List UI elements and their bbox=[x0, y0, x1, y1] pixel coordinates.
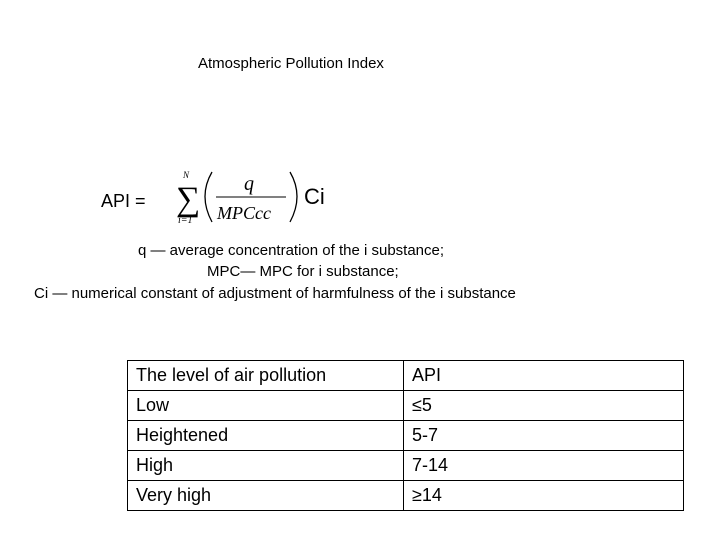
left-paren bbox=[205, 172, 212, 222]
definition-ci: Ci — numerical constant of adjustment of harmfulness of the i substance bbox=[34, 285, 516, 302]
level-cell: Low bbox=[128, 391, 404, 421]
table-row bbox=[128, 481, 684, 511]
header-level: The level of air pollution bbox=[128, 361, 404, 391]
table-row bbox=[128, 391, 684, 421]
sum-lower-limit: i=1 bbox=[178, 215, 193, 226]
header-api: API bbox=[404, 361, 684, 391]
summation-sign: ∑ bbox=[176, 181, 201, 218]
definition-mpc: MPC— MPC for i substance; bbox=[207, 263, 399, 280]
definition-q: q — average concentration of the i substance; bbox=[138, 242, 445, 259]
formula-lhs: API = bbox=[101, 191, 146, 211]
fraction-denominator: MPCcc bbox=[217, 203, 271, 223]
sum-upper-limit: N bbox=[183, 170, 190, 180]
api-cell: ≤5 bbox=[404, 391, 684, 421]
table-header-row bbox=[128, 361, 684, 391]
api-cell: 5-7 bbox=[404, 421, 684, 451]
table-row bbox=[128, 421, 684, 451]
api-cell: 7-14 bbox=[404, 451, 684, 481]
level-cell: Heightened bbox=[128, 421, 404, 451]
level-cell: Very high bbox=[128, 481, 404, 511]
fraction-numerator: q bbox=[244, 173, 254, 195]
page-title: Atmospheric Pollution Index bbox=[198, 55, 384, 72]
table-row bbox=[128, 451, 684, 481]
pollution-level-table bbox=[127, 360, 684, 511]
api-cell: ≥14 bbox=[404, 481, 684, 511]
formula-exponent: Ci bbox=[304, 184, 325, 209]
level-cell: High bbox=[128, 451, 404, 481]
right-paren bbox=[290, 172, 297, 222]
